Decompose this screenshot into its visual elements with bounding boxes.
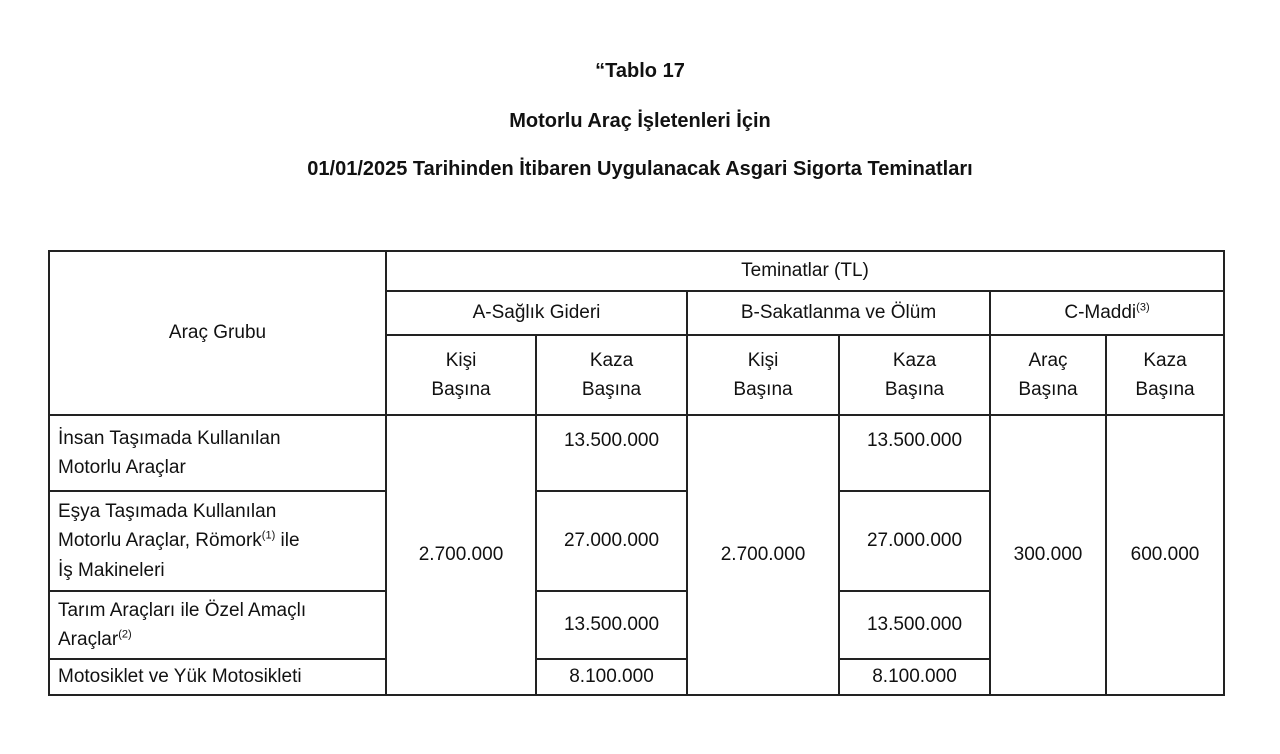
insurance-coverage-table [48,250,1225,696]
b-kaza-value-insan: 13.500.000 [839,415,990,491]
sub-header-line1: Kişi [747,349,779,371]
a-kaza-value-esya: 27.000.000 [536,491,687,591]
b-kaza-value-esya: 27.000.000 [839,491,990,591]
header-b-kaza [839,335,990,415]
header-group-c [990,291,1224,335]
header-group-c-label: C-Maddi [1064,302,1137,324]
sub-header-line1: Kaza [589,349,634,371]
row-label-line: İnsan Taşımada Kullanılan [58,427,281,449]
header-c-arac [990,335,1106,415]
sub-header-line2: Başına [581,379,642,400]
a-kaza-value-tarim: 13.500.000 [536,591,687,659]
b-kisi-value: 2.700.000 [687,415,839,695]
row-label-footnote: (2) [118,628,132,641]
header-a-kisi [386,335,536,415]
b-kaza-value-motosiklet: 8.100.000 [839,659,990,695]
row-label-line [58,526,379,555]
sub-header-line1: Kaza [892,349,937,371]
header-group-b: B-Sakatlanma ve Ölüm [687,291,990,335]
row-label-line [58,625,379,654]
header-arac-grubu: Araç Grubu [49,251,386,415]
a-kaza-value-insan: 13.500.000 [536,415,687,491]
b-kaza-value-tarim: 13.500.000 [839,591,990,659]
header-row-teminatlar [49,251,1224,291]
sub-header-line2: Başına [733,379,793,400]
a-kisi-value: 2.700.000 [386,415,536,695]
row-label-footnote: (1) [261,529,276,542]
header-b-kisi [687,335,839,415]
row-label-line: Eşya Taşımada Kullanılan [58,500,277,522]
table-subtitle: Motorlu Araç İşletenleri İçin [509,110,771,132]
row-label-line: Tarım Araçları ile Özel Amaçlı [58,599,307,621]
c-kaza-value: 600.000 [1106,415,1224,695]
c-arac-value: 300.000 [990,415,1106,695]
sub-header-line2: Başına [884,379,945,400]
row-label-line: İş Makineleri [58,559,165,581]
row-label-text: Araçlar [58,629,119,650]
sub-header-line1: Kaza [1143,349,1187,371]
header-group-a: A-Sağlık Gideri [386,291,687,335]
header-group-c-footnote: (3) [1136,301,1150,314]
sub-header-line1: Araç [1028,349,1068,371]
table-row [49,415,1224,491]
row-label-text: ile [275,530,300,552]
row-label-motosiklet: Motosiklet ve Yük Motosikleti [49,659,386,695]
row-label-line: Motorlu Araçlar [58,457,186,478]
row-label-esya [49,491,386,591]
sub-header-line2: Başına [1018,379,1078,400]
table-main-title: 01/01/2025 Tarihinden İtibaren Uygulanacak Asgari Sigorta Teminatları [307,158,973,180]
header-a-kaza [536,335,687,415]
sub-header-line2: Başına [431,379,491,400]
header-c-kaza [1106,335,1224,415]
sub-header-line1: Kişi [445,349,477,371]
sub-header-line2: Başına [1135,379,1195,400]
table-number-title: “Tablo 17 [595,60,685,82]
row-label-text: Motorlu Araçlar, Römork [58,530,262,552]
a-kaza-value-motosiklet: 8.100.000 [536,659,687,695]
row-label-tarim [49,591,386,659]
header-teminatlar: Teminatlar (TL) [386,251,1224,291]
row-label-insan [49,415,386,491]
